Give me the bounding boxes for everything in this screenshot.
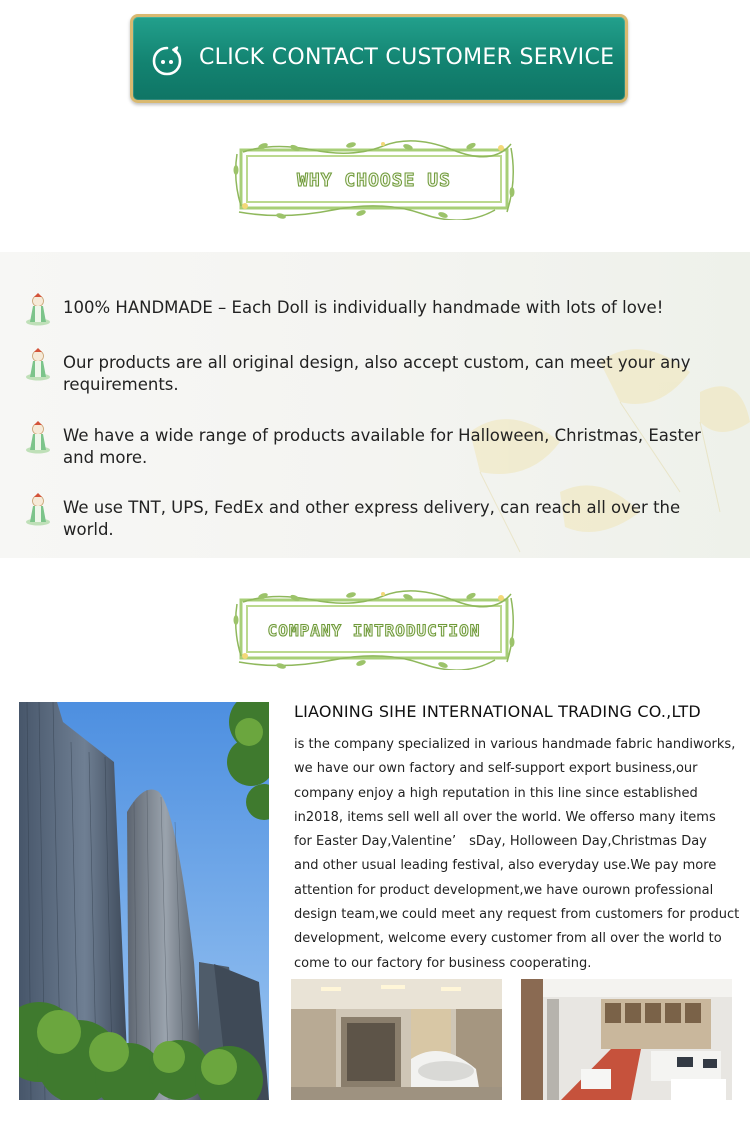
description-line: for Easter Day,Valentine’ sDay, Holloween Day,Christmas Day [294, 834, 707, 850]
chat-bubble-icon [151, 45, 183, 77]
feature-text: We use TNT, UPS, FedEx and other express delivery, can reach all over the world. [63, 498, 681, 539]
doll-bullet-icon [24, 292, 52, 326]
doll-bullet-icon [24, 420, 52, 454]
company-introduction-title-frame [233, 590, 515, 670]
why-choose-us-section [0, 252, 750, 558]
description-line: company enjoy a high reputation in this line since established [294, 785, 698, 801]
description-line: is the company specialized in various handmade fabric handiworks, [294, 737, 736, 752]
company-name: LIAONING SIHE INTERNATIONAL TRADING CO.,LTD [294, 702, 701, 721]
description-line: and other usual leading festival, also everyday use.We pay more [294, 858, 717, 874]
company-introduction-title: COMPANY INTRODUCTION [267, 620, 481, 640]
doll-bullet-icon [24, 492, 52, 526]
description-line: development, welcome every customer from all over the world to [294, 931, 722, 947]
description-line: attention for product development,we have ourown professional [294, 882, 714, 898]
feature-text: Our products are all original design, also accept custom, can meet your any requirements. [63, 353, 691, 394]
office-interior-photo [521, 979, 732, 1100]
office-building-photo [19, 702, 269, 1100]
feature-text: We have a wide range of products available for Halloween, Christmas, Easter and more. [63, 426, 701, 467]
description-line: come to our factory for business cooperating. [294, 955, 592, 971]
description-line: in2018, items sell well all over the world. We offerso many items [294, 809, 716, 825]
contact-button-label: CLICK CONTACT CUSTOMER SERVICE [199, 45, 615, 70]
lobby-photo [291, 979, 502, 1100]
company-description [294, 733, 740, 976]
why-choose-us-title: WHY CHOOSE US [297, 169, 451, 191]
description-line: we have our own factory and self-support export business,our [294, 761, 698, 777]
why-choose-us-title-frame [233, 140, 515, 220]
feature-text: 100% HANDMADE – Each Doll is individually handmade with lots of love! [63, 298, 664, 317]
contact-customer-service-button[interactable] [130, 14, 628, 103]
doll-bullet-icon [24, 347, 52, 381]
description-line: design team,we could meet any request from customers for product [294, 907, 740, 923]
